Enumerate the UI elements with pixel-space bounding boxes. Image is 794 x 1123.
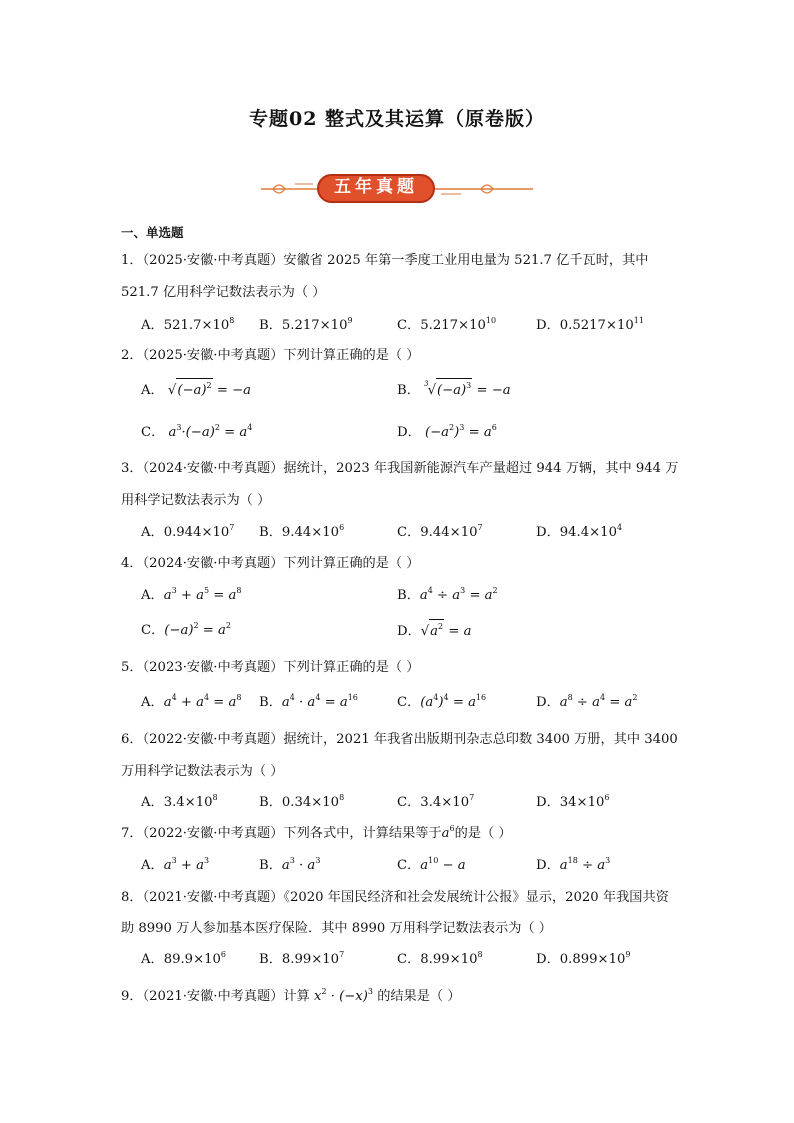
question-6-line2: 万用科学记数法表示为（ ） — [121, 764, 284, 779]
section-heading: 一、单选题 — [121, 225, 184, 240]
q1-option-c[interactable]: C．$5.217\times 10^{10}$ — [397, 316, 497, 333]
q8-option-c[interactable]: C．$8.99\times 10^8$ — [397, 950, 483, 967]
q5-option-b[interactable]: B．$a^4 \cdot a^4 = a^{16}$ — [259, 693, 358, 710]
q7-option-d[interactable]: D．$a^{18} \div a^3$ — [536, 856, 611, 873]
q6-option-a[interactable]: A．$3.4\times 10^8$ — [141, 793, 218, 810]
q2-option-a[interactable]: A． $√(-a)^2 = -a$ — [141, 378, 251, 398]
question-5: 5．（2023·安徽·中考真题）下列计算正确的是（ ） — [121, 660, 420, 675]
q6-option-c[interactable]: C．$3.4\times 10^7$ — [397, 793, 475, 810]
question-8-line1: 8．（2021·安徽·中考真题）《2020 年国民经济和社会发展统计公报》显示，2020 年我国共资 — [121, 890, 669, 905]
question-3-line2: 用科学记数法表示为（ ） — [121, 493, 271, 508]
q3-option-c[interactable]: C．$9.44\times 10^7$ — [397, 523, 483, 540]
q5-option-c[interactable]: C．$(a^4)^4 = a^{16}$ — [397, 693, 487, 710]
q3-option-b[interactable]: B．$9.44\times 10^6$ — [259, 523, 345, 540]
q4-option-a[interactable]: A．$a^3 + a^5 = a^8$ — [141, 586, 242, 603]
q3-option-a[interactable]: A．$0.944\times 10^7$ — [141, 523, 235, 540]
q4-option-b[interactable]: B．$a^4 \div a^3 = a^2$ — [397, 586, 498, 603]
q1-option-a[interactable]: A．$521.7\times 10^8$ — [141, 316, 235, 333]
q8-option-a[interactable]: A．$89.9\times 10^6$ — [141, 950, 226, 967]
q6-option-b[interactable]: B．$0.34\times 10^8$ — [259, 793, 345, 810]
q5-option-a[interactable]: A．$a^4 + a^4 = a^8$ — [141, 693, 242, 710]
question-7: 7．（2022·安徽·中考真题）下列各式中，计算结果等于$a^6$的是（ ） — [121, 824, 512, 841]
question-1-line2: 521.7 亿用科学记数法表示为（ ） — [121, 285, 326, 300]
q7-option-a[interactable]: A．$a^3 + a^3$ — [141, 856, 210, 873]
q7-option-c[interactable]: C．$a^{10} - a$ — [397, 856, 466, 873]
question-2: 2．（2025·安徽·中考真题）下列计算正确的是（ ） — [121, 348, 420, 363]
q1-option-d[interactable]: D．$0.5217\times 10^{11}$ — [536, 316, 644, 333]
q2-option-b[interactable]: B． $^3√(-a)^3 = -a$ — [397, 380, 511, 398]
q3-option-d[interactable]: D．$94.4\times 10^4$ — [536, 523, 623, 540]
q5-option-d[interactable]: D．$a^8 \div a^4 = a^2$ — [536, 693, 638, 710]
q2-option-c[interactable]: C． $a^3\cdot(-a)^2 = a^4$ — [141, 423, 253, 440]
page-title: 专题02 整式及其运算（原卷版） — [248, 108, 546, 130]
q6-option-d[interactable]: D．$34\times 10^6$ — [536, 793, 610, 810]
q2-option-d[interactable]: D． $(-a^2)^3 = a^6$ — [397, 423, 497, 440]
section-banner — [255, 172, 539, 206]
question-8-line2: 助 8990 万人参加基本医疗保险．其中 8990 万用科学记数法表示为（ ） — [121, 921, 552, 936]
question-6-line1: 6．（2022·安徽·中考真题）据统计，2021 年我省出版期刊杂志总印数 3400 万册，其中 3400 — [121, 732, 678, 747]
banner-label: 五年真题 — [334, 177, 418, 197]
q1-option-b[interactable]: B．$5.217\times 10^9$ — [259, 316, 353, 333]
question-1-line1: 1．（2025·安徽·中考真题）安徽省 2025 年第一季度工业用电量为 521.7 亿千瓦时，其中 — [121, 253, 649, 268]
question-9: 9．（2021·安徽·中考真题）计算 $x^2 \cdot (-x)^3$ 的结果是（ ） — [121, 987, 461, 1004]
q7-option-b[interactable]: B．$a^3 \cdot a^3$ — [259, 856, 321, 873]
q8-option-d[interactable]: D．$0.899\times 10^9$ — [536, 950, 631, 967]
q8-option-b[interactable]: B．$8.99\times 10^7$ — [259, 950, 345, 967]
question-4: 4．（2024·安徽·中考真题）下列计算正确的是（ ） — [121, 556, 420, 571]
question-3-line1: 3．（2024·安徽·中考真题）据统计，2023 年我国新能源汽车产量超过 944 万辆，其中 944 万 — [121, 461, 679, 476]
q4-option-d[interactable]: D．$√a^2 = a$ — [397, 619, 471, 639]
q4-option-c[interactable]: C．$(-a)^2 = a^2$ — [141, 621, 231, 638]
